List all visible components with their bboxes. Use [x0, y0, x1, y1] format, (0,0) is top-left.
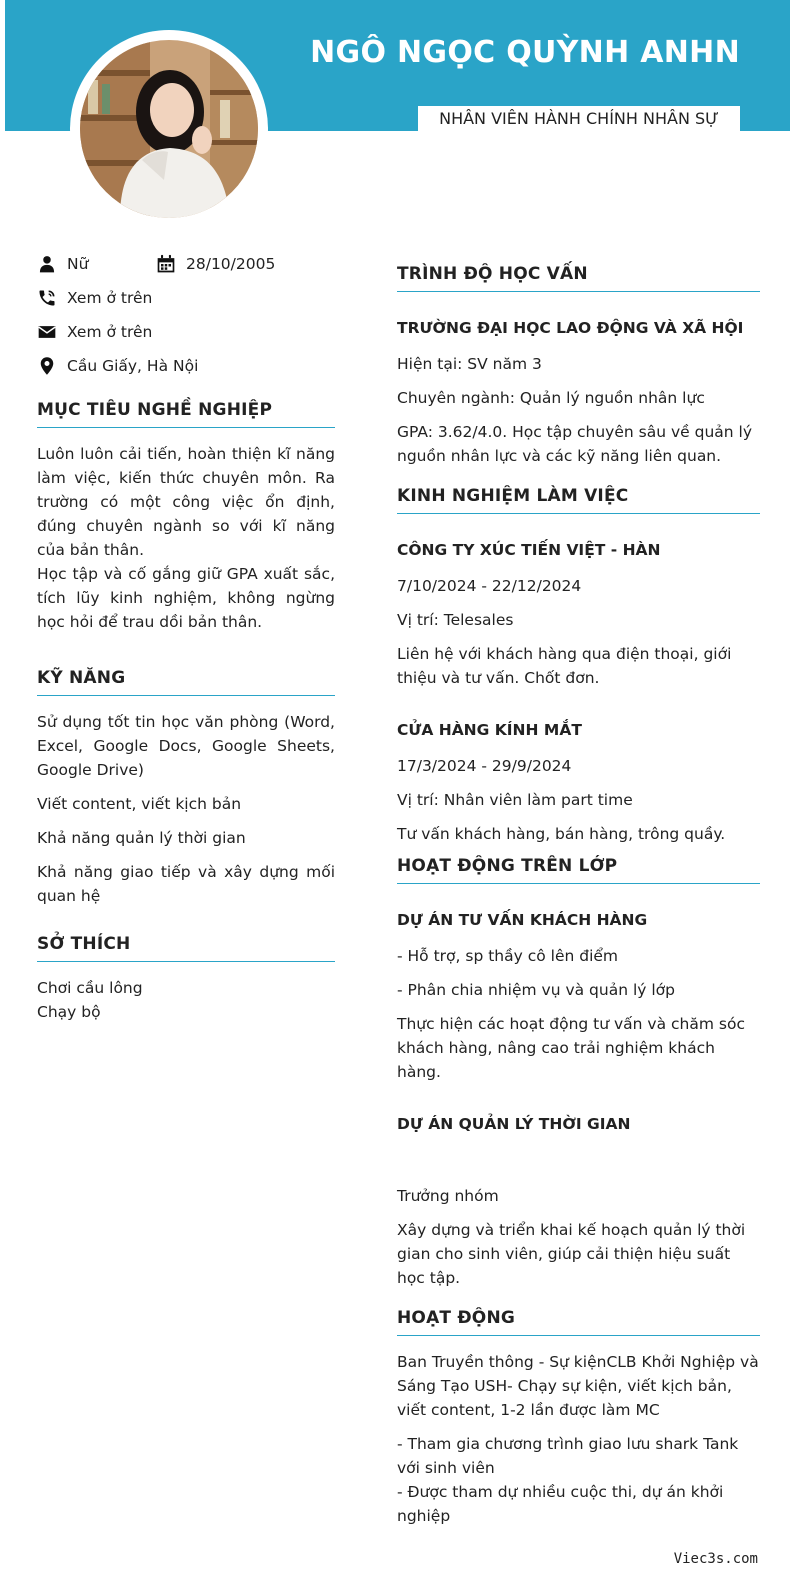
objective-text-2: Học tập và cố gắng giữ GPA xuất sắc, tích lũy kinh nghiệm, không ngừng học hỏi để trau dồi bản thân.: [37, 565, 335, 631]
job-2-company: CỬA HÀNG KÍNH MẮT: [397, 721, 582, 739]
mail-icon: [37, 322, 57, 342]
skill-item-3: Khả năng quản lý thời gian: [37, 829, 246, 847]
skills-title: KỸ NĂNG: [37, 666, 335, 696]
job-2-period: 17/3/2024 - 29/9/2024: [397, 757, 572, 775]
gender-text: Nữ: [67, 255, 89, 273]
candidate-name: NGÔ NGỌC QUỲNH ANHN: [310, 35, 740, 70]
class-activities-title: HOẠT ĐỘNG TRÊN LỚP: [397, 854, 760, 884]
address-text: Cầu Giấy, Hà Nội: [67, 357, 199, 375]
activities-text-3: - Được tham dự nhiều cuộc thi, dự án khởi nghiệp: [397, 1483, 724, 1525]
hobby-item-1: Chơi cầu lông: [37, 979, 143, 997]
contact-row-1: [37, 252, 335, 286]
job-1-position: Vị trí: Telesales: [397, 611, 514, 629]
contact-row-phone: [37, 286, 335, 320]
contact-row-email: [37, 320, 335, 354]
profile-photo: [80, 40, 258, 218]
birthday-text: 28/10/2005: [186, 255, 276, 273]
hobby-item-2: Chạy bộ: [37, 1003, 101, 1021]
birthday-item: [156, 252, 275, 276]
education-major: Chuyên ngành: Quản lý nguồn nhân lực: [397, 389, 705, 407]
phone-item: [37, 286, 152, 310]
project-1-line-2: - Phân chia nhiệm vụ và quản lý lớp: [397, 981, 676, 999]
watermark: Viec3s.com: [673, 1551, 758, 1567]
education-gpa: GPA: 3.62/4.0. Học tập chuyên sâu về quản lý nguồn nhân lực và các kỹ năng liên quan.: [397, 423, 752, 465]
gender-item: [37, 252, 88, 276]
education-title: TRÌNH ĐỘ HỌC VẤN: [397, 262, 760, 292]
contact-row-address: [37, 354, 335, 398]
email-text: Xem ở trên: [67, 323, 153, 341]
education-current: Hiện tại: SV năm 3: [397, 355, 542, 373]
activities-text-1: Ban Truyền thông - Sự kiệnCLB Khởi Nghiệp và Sáng Tạo USH- Chạy sự kiện, viết kịch bản, viết content, 1-2 lần được làm MC: [397, 1353, 759, 1419]
objective-text-1: Luôn luôn cải tiến, hoàn thiện kĩ năng làm việc, kiến thức chuyên môn. Ra trường có một công việc ổn định, đúng chuyên ngành so với kĩ năng của bản thân.: [37, 445, 335, 559]
activities-title: HOẠT ĐỘNG: [397, 1306, 760, 1336]
job-title: NHÂN VIÊN HÀNH CHÍNH NHÂN SỰ: [418, 106, 740, 131]
left-column: [37, 252, 335, 1024]
calendar-icon: [156, 254, 176, 274]
project-2-name: DỰ ÁN QUẢN LÝ THỜI GIAN: [397, 1115, 631, 1133]
school-name: TRƯỜNG ĐẠI HỌC LAO ĐỘNG VÀ XÃ HỘI: [397, 319, 744, 337]
skill-item-2: Viết content, viết kịch bản: [37, 795, 242, 813]
job-1-company: CÔNG TY XÚC TIẾN VIỆT - HÀN: [397, 541, 661, 559]
avatar: [70, 30, 268, 228]
project-1-line-1: - Hỗ trợ, sp thầy cô lên điểm: [397, 947, 619, 965]
experience-title: KINH NGHIỆM LÀM VIỆC: [397, 484, 760, 514]
hobbies-title: SỞ THÍCH: [37, 932, 335, 962]
project-1-name: DỰ ÁN TƯ VẤN KHÁCH HÀNG: [397, 911, 648, 929]
job-2-description: Tư vấn khách hàng, bán hàng, trông quầy.: [397, 825, 726, 843]
project-2-role: Trưởng nhóm: [397, 1187, 499, 1205]
job-2-position: Vị trí: Nhân viên làm part time: [397, 791, 633, 809]
project-1-description: Thực hiện các hoạt động tư vấn và chăm sóc khách hàng, nâng cao trải nghiệm khách hàng.: [397, 1015, 745, 1081]
phone-text: Xem ở trên: [67, 289, 153, 307]
objective-title: MỤC TIÊU NGHỀ NGHIỆP: [37, 398, 335, 428]
job-1-period: 7/10/2024 - 22/12/2024: [397, 577, 582, 595]
location-icon: [37, 356, 57, 376]
right-column: [397, 262, 760, 1528]
project-2-description: Xây dựng và triển khai kế hoạch quản lý thời gian cho sinh viên, giúp cải thiện hiệu suất học tập.: [397, 1221, 746, 1287]
skill-item-1: Sử dụng tốt tin học văn phòng (Word, Excel, Google Docs, Google Sheets, Google Drive): [37, 713, 335, 779]
email-item: [37, 320, 152, 344]
address-item: [37, 354, 198, 378]
skill-item-4: Khả năng giao tiếp và xây dựng mối quan hệ: [37, 863, 335, 905]
phone-icon: [37, 288, 57, 308]
user-icon: [37, 254, 57, 274]
activities-text-2: - Tham gia chương trình giao lưu shark Tank với sinh viên: [397, 1435, 739, 1477]
job-1-description: Liên hệ với khách hàng qua điện thoại, giới thiệu và tư vấn. Chốt đơn.: [397, 645, 732, 687]
